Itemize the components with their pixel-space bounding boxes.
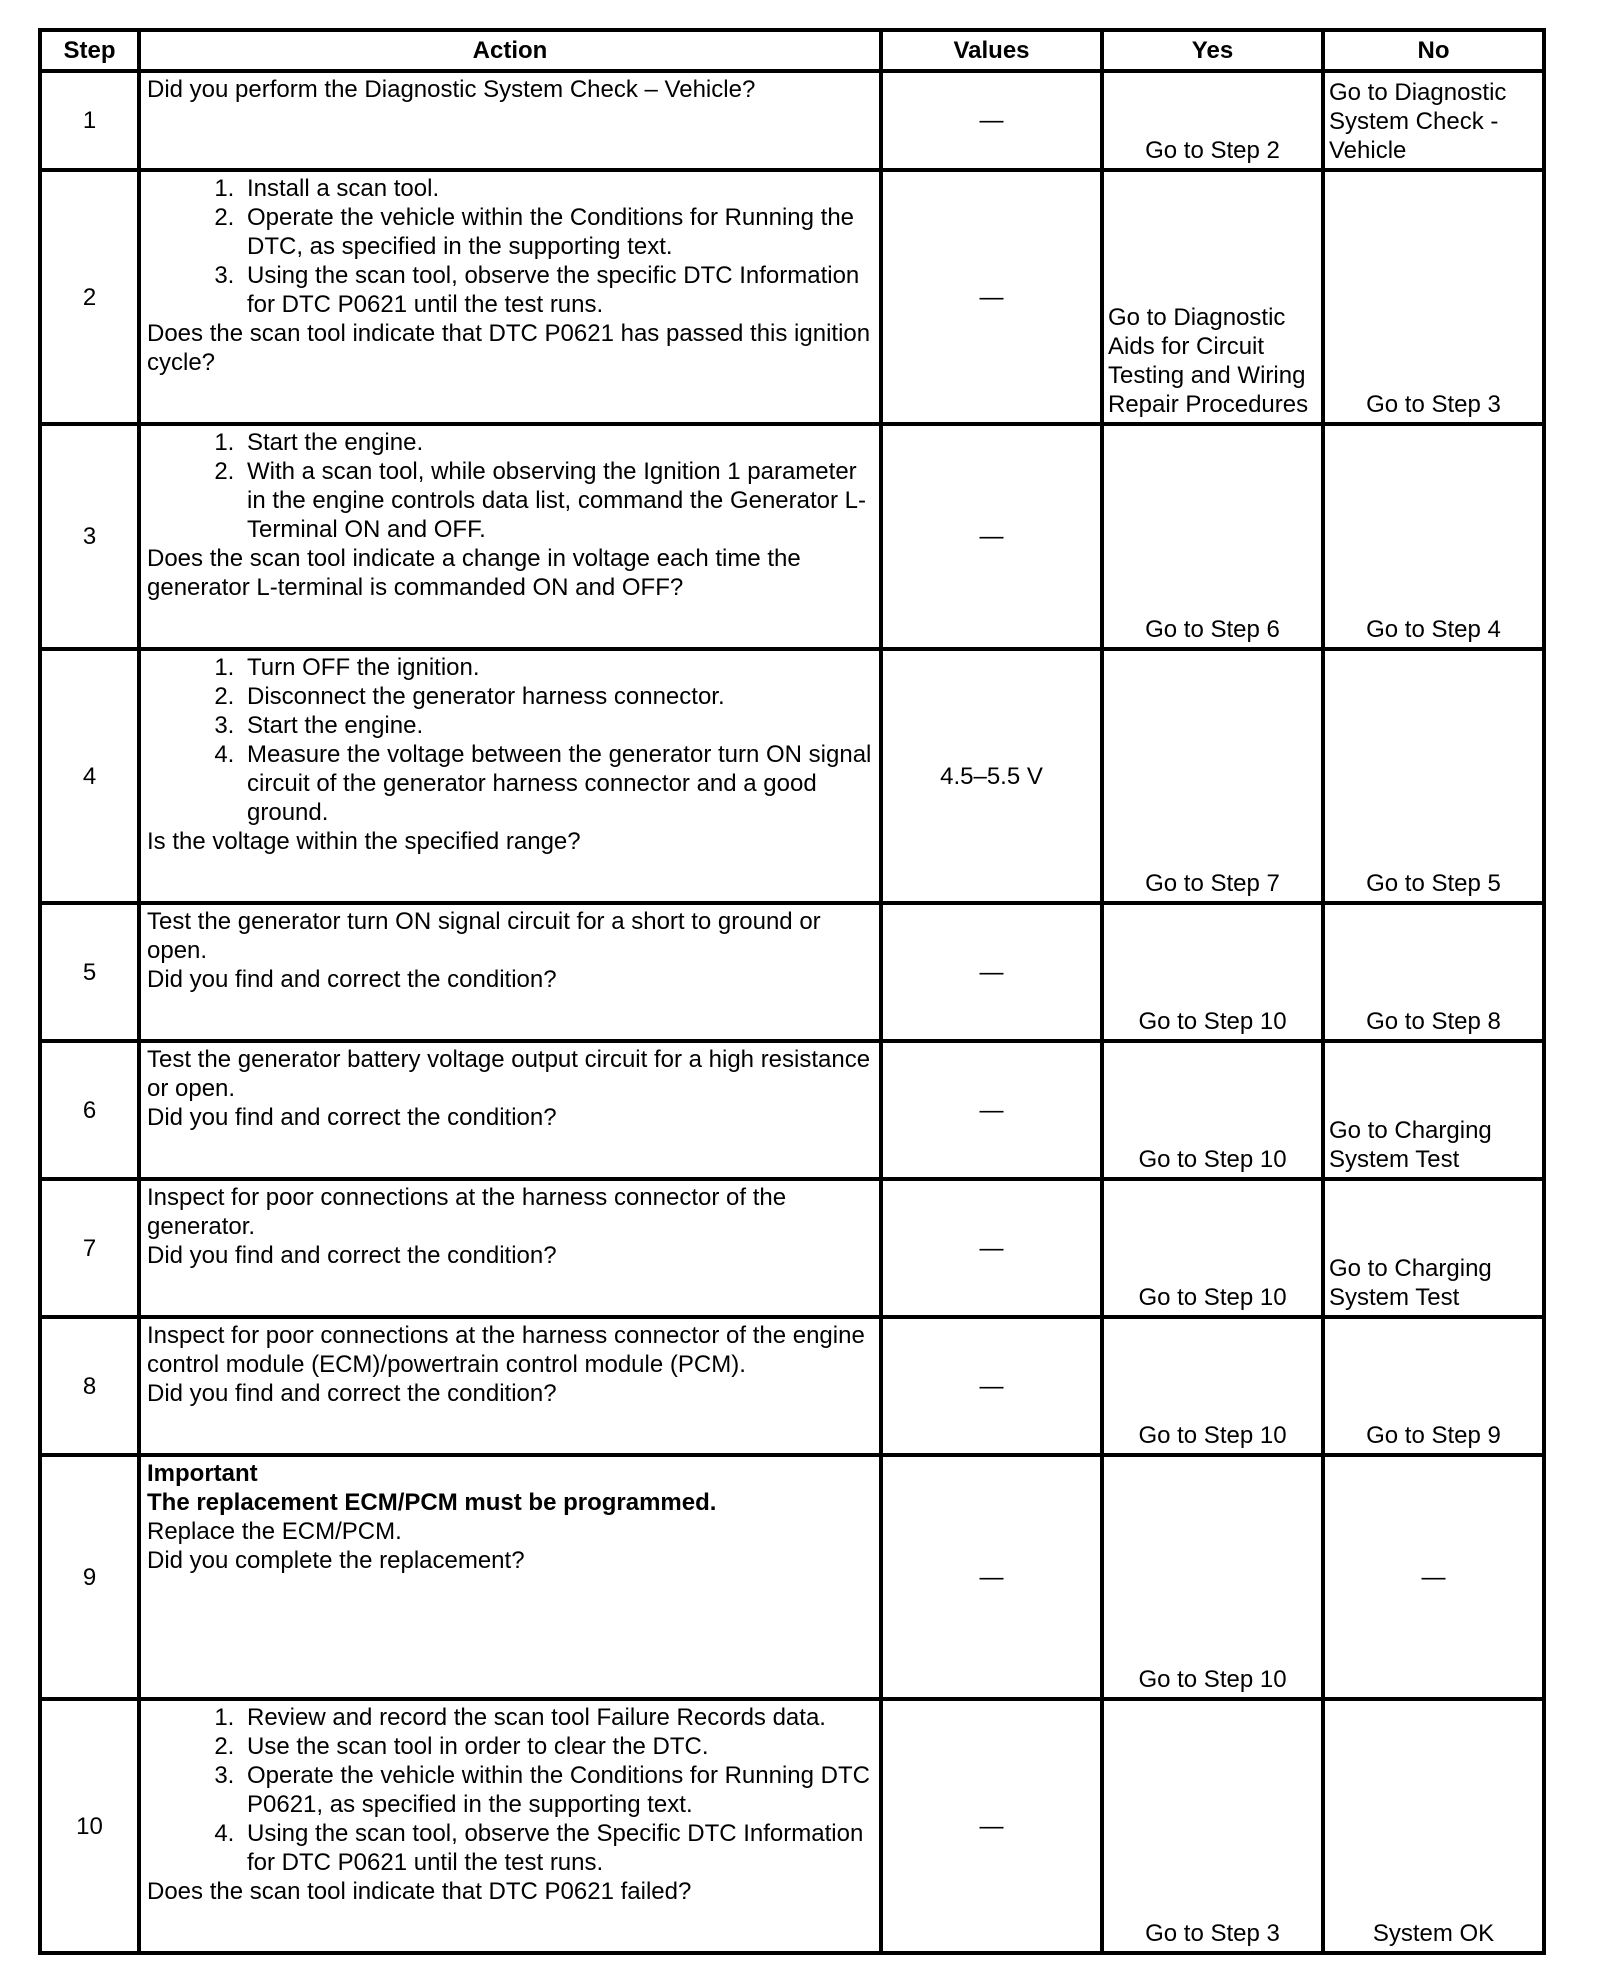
action-text: Replace the ECM/PCM.: [147, 1518, 402, 1545]
action-cell: [139, 424, 881, 649]
yes-cell: [1102, 1699, 1323, 1953]
action-step-item: 2. Disconnect the generator harness connector.: [241, 682, 873, 711]
yes-cell: [1102, 1179, 1323, 1317]
no-link[interactable]: Go to Diagnostic System Check - Vehicle: [1329, 79, 1507, 164]
table-row-step-3: [40, 424, 1544, 649]
table-row-step-9: [40, 1455, 1544, 1699]
action-text: Inspect for poor connections at the harness connector of the generator.: [147, 1184, 787, 1240]
value-cell: —: [881, 1317, 1102, 1455]
action-question: Does the scan tool indicate that DTC P0621 has passed this ignition cycle?: [147, 320, 871, 376]
action-step-item: 2. Operate the vehicle within the Conditions for Running the DTC, as specified in the supporting text.: [241, 203, 873, 261]
yes-cell: [1102, 424, 1323, 649]
yes-cell: [1102, 71, 1323, 170]
action-question: Did you find and correct the condition?: [147, 966, 557, 993]
yes-link[interactable]: Go to Step 10: [1138, 1666, 1287, 1693]
no-cell: —: [1323, 1455, 1544, 1699]
action-steps-list: [147, 1703, 873, 1877]
yes-cell: [1102, 170, 1323, 424]
yes-link[interactable]: Go to Diagnostic Aids for Circuit Testing and Wiring Repair Procedures: [1108, 304, 1309, 418]
no-cell: [1323, 170, 1544, 424]
no-link[interactable]: System OK: [1372, 1920, 1495, 1947]
action-cell: [139, 1179, 881, 1317]
value-cell: —: [881, 71, 1102, 170]
no-cell: [1323, 903, 1544, 1041]
action-question: Is the voltage within the specified range?: [147, 828, 581, 855]
table-row-step-5: [40, 903, 1544, 1041]
action-steps-list: [147, 653, 873, 827]
yes-link[interactable]: Go to Step 10: [1138, 1008, 1287, 1035]
value-cell: —: [881, 903, 1102, 1041]
step-number: 10: [40, 1699, 139, 1953]
step-number: 2: [40, 170, 139, 424]
action-question: Does the scan tool indicate a change in voltage each time the generator L-terminal is commanded ON and OFF?: [147, 545, 801, 601]
action-question: Did you perform the Diagnostic System Check – Vehicle?: [147, 76, 756, 103]
action-cell: [139, 1455, 881, 1699]
no-link[interactable]: Go to Charging System Test: [1329, 1117, 1492, 1173]
no-link[interactable]: Go to Step 9: [1366, 1422, 1501, 1449]
yes-link[interactable]: Go to Step 10: [1138, 1422, 1287, 1449]
action-cell: [139, 170, 881, 424]
no-cell: [1323, 1179, 1544, 1317]
action-cell: [139, 71, 881, 170]
action-question: Did you find and correct the condition?: [147, 1380, 557, 1407]
header-no: No: [1323, 30, 1544, 71]
action-step-item: 2. Use the scan tool in order to clear the DTC.: [241, 1732, 873, 1761]
no-cell: [1323, 1699, 1544, 1953]
step-number: 8: [40, 1317, 139, 1455]
header-action: Action: [139, 30, 881, 71]
action-cell: [139, 1699, 881, 1953]
action-cell: [139, 903, 881, 1041]
action-step-item: 2. With a scan tool, while observing the Ignition 1 parameter in the engine controls data list, command the Generator L-Terminal ON and OFF.: [241, 457, 873, 544]
header-values: Values: [881, 30, 1102, 71]
table-row-step-7: [40, 1179, 1544, 1317]
action-cell: [139, 649, 881, 903]
yes-link[interactable]: Go to Step 10: [1138, 1284, 1287, 1311]
action-text: Test the generator battery voltage output circuit for a high resistance or open.: [147, 1046, 871, 1102]
value-cell: —: [881, 1455, 1102, 1699]
action-step-item: 3. Operate the vehicle within the Conditions for Running DTC P0621, as specified in the supporting text.: [241, 1761, 873, 1819]
step-number: 9: [40, 1455, 139, 1699]
diagnostic-table: [38, 28, 1546, 1955]
yes-link[interactable]: Go to Step 7: [1145, 870, 1280, 897]
action-text: Test the generator turn ON signal circuit for a short to ground or open.: [147, 908, 821, 964]
action-step-item: 1. Review and record the scan tool Failure Records data.: [241, 1703, 873, 1732]
no-cell: [1323, 71, 1544, 170]
action-question: Did you find and correct the condition?: [147, 1104, 557, 1131]
step-number: 3: [40, 424, 139, 649]
table-row-step-4: [40, 649, 1544, 903]
action-step-item: 1. Install a scan tool.: [241, 174, 873, 203]
no-link[interactable]: Go to Charging System Test: [1329, 1255, 1492, 1311]
action-question: Did you complete the replacement?: [147, 1547, 525, 1574]
yes-cell: [1102, 1455, 1323, 1699]
value-cell: —: [881, 170, 1102, 424]
table-row-step-8: [40, 1317, 1544, 1455]
action-question: Does the scan tool indicate that DTC P0621 failed?: [147, 1878, 692, 1905]
value-cell: —: [881, 1699, 1102, 1953]
no-link[interactable]: Go to Step 8: [1366, 1008, 1501, 1035]
header-yes: Yes: [1102, 30, 1323, 71]
action-cell: [139, 1041, 881, 1179]
step-number: 4: [40, 649, 139, 903]
action-steps-list: [147, 174, 873, 319]
action-step-item: 4. Measure the voltage between the generator turn ON signal circuit of the generator harness connector and a good ground.: [241, 740, 873, 827]
yes-cell: [1102, 649, 1323, 903]
yes-cell: [1102, 1317, 1323, 1455]
no-cell: [1323, 424, 1544, 649]
action-step-item: 3. Start the engine.: [241, 711, 873, 740]
action-step-item: 1. Turn OFF the ignition.: [241, 653, 873, 682]
important-heading: Important: [147, 1460, 258, 1487]
no-link[interactable]: Go to Step 5: [1366, 870, 1501, 897]
step-number: 6: [40, 1041, 139, 1179]
value-cell: —: [881, 424, 1102, 649]
table-row-step-10: [40, 1699, 1544, 1953]
header-step: Step: [40, 30, 139, 71]
action-step-item: 4. Using the scan tool, observe the Specific DTC Information for DTC P0621 until the test runs.: [241, 1819, 873, 1877]
table-row-step-2: [40, 170, 1544, 424]
no-cell: [1323, 649, 1544, 903]
action-question: Did you find and correct the condition?: [147, 1242, 557, 1269]
action-step-item: 1. Start the engine.: [241, 428, 873, 457]
value-cell: —: [881, 1179, 1102, 1317]
no-link[interactable]: Go to Step 3: [1366, 391, 1501, 418]
no-cell: [1323, 1317, 1544, 1455]
table-row-step-6: [40, 1041, 1544, 1179]
yes-cell: [1102, 903, 1323, 1041]
step-number: 1: [40, 71, 139, 170]
value-cell: —: [881, 1041, 1102, 1179]
header-row: [40, 30, 1544, 71]
table-row-step-1: [40, 71, 1544, 170]
action-steps-list: [147, 428, 873, 544]
yes-cell: [1102, 1041, 1323, 1179]
yes-link[interactable]: Go to Step 6: [1145, 616, 1280, 643]
action-step-item: 3. Using the scan tool, observe the specific DTC Information for DTC P0621 until the test runs.: [241, 261, 873, 319]
step-number: 7: [40, 1179, 139, 1317]
no-link[interactable]: Go to Step 4: [1366, 616, 1501, 643]
action-text: Inspect for poor connections at the harness connector of the engine control module (ECM)/powertrain control module (PCM).: [147, 1322, 865, 1378]
action-cell: [139, 1317, 881, 1455]
step-number: 5: [40, 903, 139, 1041]
important-note: The replacement ECM/PCM must be programmed.: [147, 1489, 717, 1516]
yes-link[interactable]: Go to Step 10: [1138, 1146, 1287, 1173]
yes-link[interactable]: Go to Step 2: [1145, 137, 1280, 164]
value-cell: 4.5–5.5 V: [881, 649, 1102, 903]
yes-link[interactable]: Go to Step 3: [1145, 1920, 1280, 1947]
no-cell: [1323, 1041, 1544, 1179]
